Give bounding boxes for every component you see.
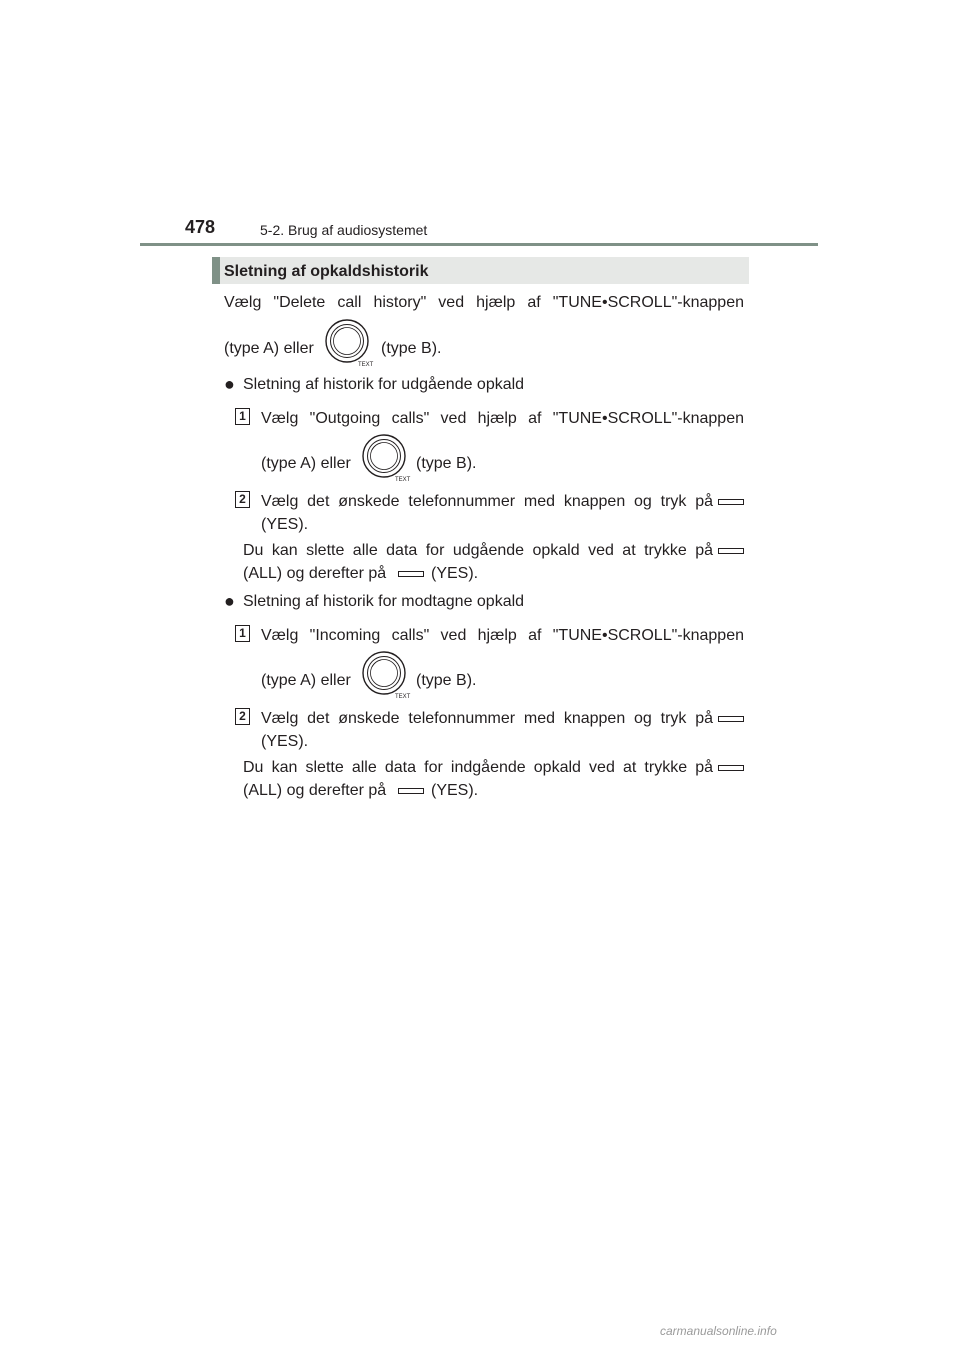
- outgoing-note-line1: Du kan slette alle data for udgående opkald ved at trykke på: [243, 542, 713, 559]
- outgoing-note-line2-pre: (ALL) og derefter på: [243, 565, 387, 582]
- knob-text-label: TEXT: [395, 694, 411, 700]
- knob-text-label: TEXT: [358, 362, 374, 368]
- section-title: 5-2. Brug af audiosystemet: [260, 222, 428, 238]
- incoming-step1-line1: Vælg "Incoming calls" ved hjælp af "TUNE•SCROLL"-knappen: [261, 627, 744, 644]
- incoming-step1-line2-pre: (type A) eller: [261, 672, 351, 689]
- yes-button-icon: [398, 788, 424, 794]
- incoming-step1-line2-post: (type B).: [416, 672, 477, 689]
- intro-line-1: Vælg "Delete call history" ved hjælp af "TUNE•SCROLL"-knappen: [224, 294, 744, 311]
- knob-text-label: TEXT: [395, 477, 411, 483]
- incoming-note-line2-post: (YES).: [431, 782, 479, 799]
- incoming-note-line2-pre: (ALL) og derefter på: [243, 782, 387, 799]
- yes-button-icon: [398, 571, 424, 577]
- page-number: 478: [185, 217, 216, 237]
- outgoing-note-line2-post: (YES).: [431, 565, 479, 582]
- bullet-icon: ●: [224, 591, 235, 611]
- incoming-step2-line1: Vælg det ønskede telefonnummer med knappen og tryk på: [261, 710, 713, 727]
- intro-line-2-post: (type B).: [381, 340, 442, 357]
- outgoing-step1-line1: Vælg "Outgoing calls" ved hjælp af "TUNE•SCROLL"-knappen: [261, 410, 744, 427]
- yes-button-icon: [718, 716, 744, 722]
- outgoing-step1-line2-post: (type B).: [416, 455, 477, 472]
- incoming-title: Sletning af historik for modtagne opkald: [243, 593, 525, 610]
- tune-knob-icon: [361, 650, 411, 700]
- tune-knob-icon: [361, 433, 411, 483]
- outgoing-title: Sletning af historik for udgående opkald: [243, 376, 525, 393]
- header-rule: [140, 243, 818, 246]
- incoming-step2-line2: (YES).: [261, 733, 309, 750]
- all-button-icon: [718, 548, 744, 554]
- footer-watermark: carmanualsonline.info: [660, 1324, 777, 1338]
- all-button-icon: [718, 765, 744, 771]
- section-heading: Sletning af opkaldshistorik: [224, 263, 429, 280]
- step-number-box: 1: [235, 625, 250, 642]
- outgoing-step2-line1: Vælg det ønskede telefonnummer med knappen og tryk på: [261, 493, 713, 510]
- outgoing-step1-line2-pre: (type A) eller: [261, 455, 351, 472]
- tune-knob-icon: [324, 318, 374, 368]
- step-number-box: 1: [235, 408, 250, 425]
- intro-line-2-pre: (type A) eller: [224, 340, 314, 357]
- step-number-box: 2: [235, 708, 250, 725]
- yes-button-icon: [718, 499, 744, 505]
- step-number-box: 2: [235, 491, 250, 508]
- bullet-icon: ●: [224, 374, 235, 394]
- incoming-note-line1: Du kan slette alle data for indgående opkald ved at trykke på: [243, 759, 713, 776]
- outgoing-step2-line2: (YES).: [261, 516, 309, 533]
